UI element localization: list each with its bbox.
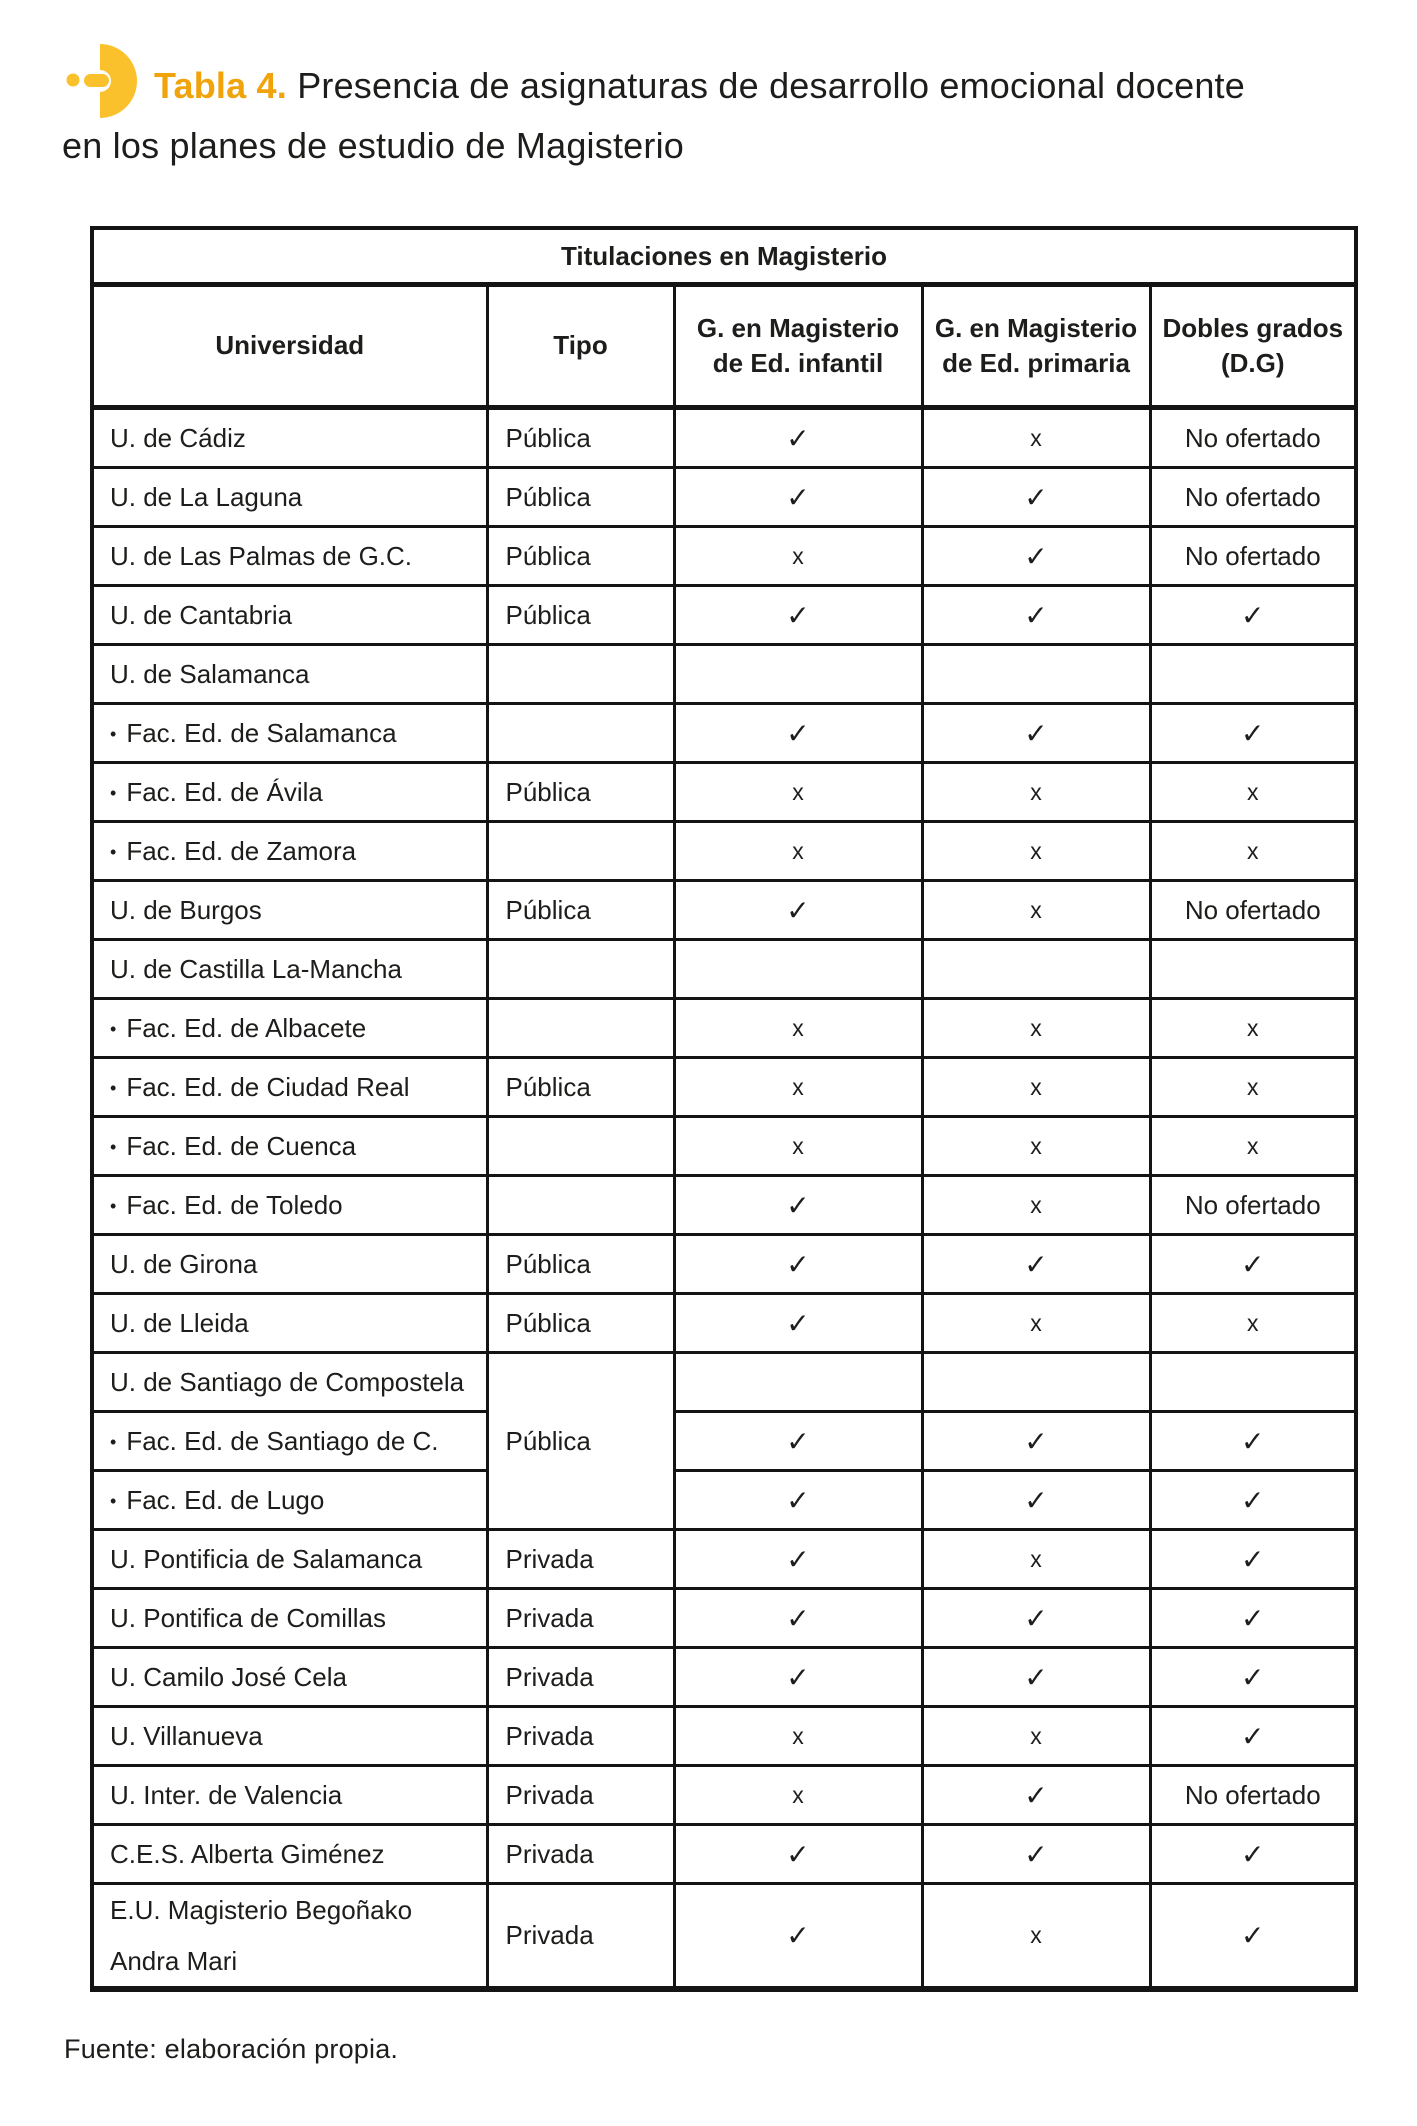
- cell-check-mark: ✓: [674, 1884, 922, 1990]
- cell-check-mark: ✓: [922, 1235, 1150, 1294]
- cell-value: No ofertado: [1150, 468, 1356, 527]
- col-header-line: de Ed. primaria: [942, 348, 1130, 378]
- cell-universidad: [92, 763, 487, 822]
- cell-universidad: [92, 940, 487, 999]
- cell-universidad: [92, 408, 487, 468]
- table-caption-text: Presencia de asignaturas de desarrollo emocional docente en los planes de estudio de Magisterio: [62, 65, 1245, 167]
- cell-tipo: Pública: [487, 586, 674, 645]
- universidad-label: Fac. Ed. de Zamora: [126, 835, 357, 866]
- bullet-icon: •: [110, 1195, 117, 1216]
- universidad-label: U. de Las Palmas de G.C.: [110, 540, 413, 571]
- bullet-icon: •: [110, 1136, 117, 1157]
- cell-tipo: Privada: [487, 1884, 674, 1990]
- universidad-label: Fac. Ed. de Ciudad Real: [126, 1071, 410, 1102]
- cell-universidad: [92, 1294, 487, 1353]
- universidad-label: U. de Burgos: [110, 894, 262, 925]
- universidad-label: U. Villanueva: [110, 1720, 263, 1751]
- cell-x-mark: x: [922, 822, 1150, 881]
- cell-check-mark: ✓: [922, 1648, 1150, 1707]
- cell-value: [674, 1353, 922, 1412]
- cell-tipo: Pública: [487, 881, 674, 940]
- table-caption: [62, 56, 1272, 177]
- cell-check-mark: ✓: [674, 881, 922, 940]
- cell-check-mark: ✓: [1150, 1412, 1356, 1471]
- bullet-icon: •: [110, 723, 117, 744]
- cell-value: [1150, 1353, 1356, 1412]
- cell-universidad: [92, 586, 487, 645]
- table-row: [92, 1058, 1356, 1117]
- cell-x-mark: x: [922, 999, 1150, 1058]
- cell-x-mark: x: [674, 763, 922, 822]
- cell-x-mark: x: [922, 1117, 1150, 1176]
- universidad-label: U. Pontifica de Comillas: [110, 1602, 386, 1633]
- cell-tipo: [487, 1117, 674, 1176]
- cell-check-mark: ✓: [922, 586, 1150, 645]
- cell-universidad: [92, 1117, 487, 1176]
- cell-universidad: [92, 645, 487, 704]
- table-group-header-row: [92, 228, 1356, 285]
- table-row: [92, 704, 1356, 763]
- bullet-icon: •: [110, 782, 117, 803]
- cell-check-mark: ✓: [674, 468, 922, 527]
- table-row: [92, 1530, 1356, 1589]
- cell-x-mark: x: [922, 1058, 1150, 1117]
- col-header-dobles-grados: [1150, 285, 1356, 408]
- cell-x-mark: x: [674, 999, 922, 1058]
- cell-check-mark: ✓: [1150, 1589, 1356, 1648]
- cell-tipo: Privada: [487, 1648, 674, 1707]
- cell-check-mark: ✓: [674, 586, 922, 645]
- col-header-line: (D.G): [1220, 348, 1285, 378]
- cell-x-mark: x: [922, 1707, 1150, 1766]
- table-row: [92, 408, 1356, 468]
- universidad-label: U. de Cádiz: [110, 422, 246, 453]
- universidad-label: Fac. Ed. de Salamanca: [126, 717, 397, 748]
- cell-tipo: [487, 999, 674, 1058]
- cell-check-mark: ✓: [674, 1530, 922, 1589]
- table-row: [92, 1766, 1356, 1825]
- cell-x-mark: x: [922, 1530, 1150, 1589]
- cell-tipo: Pública: [487, 1235, 674, 1294]
- table-row: [92, 1412, 1356, 1471]
- cell-universidad: [92, 1707, 487, 1766]
- cell-check-mark: ✓: [1150, 1235, 1356, 1294]
- table-row: [92, 1589, 1356, 1648]
- cell-x-mark: x: [674, 822, 922, 881]
- col-header-line: G. en Magisterio: [934, 312, 1138, 343]
- cell-value: [1150, 645, 1356, 704]
- table-group-header: Titulaciones en Magisterio: [92, 228, 1356, 285]
- cell-x-mark: x: [674, 1058, 922, 1117]
- cell-universidad: [92, 527, 487, 586]
- bullet-icon: •: [110, 841, 117, 862]
- cell-x-mark: x: [922, 763, 1150, 822]
- cell-tipo: Privada: [487, 1707, 674, 1766]
- col-header-line: Universidad: [215, 330, 365, 361]
- cell-x-mark: x: [1150, 1117, 1356, 1176]
- cell-universidad: [92, 1648, 487, 1707]
- universidad-label: E.U. Magisterio Begoñako Andra Mari: [110, 1895, 413, 1976]
- universidad-label: U. Camilo José Cela: [110, 1661, 347, 1692]
- cell-check-mark: ✓: [1150, 1471, 1356, 1530]
- cell-check-mark: ✓: [674, 1412, 922, 1471]
- table-row: [92, 1884, 1356, 1990]
- cell-universidad: [92, 1825, 487, 1884]
- cell-check-mark: ✓: [1150, 1825, 1356, 1884]
- table-row: [92, 586, 1356, 645]
- cell-universidad: [92, 704, 487, 763]
- table-row: [92, 822, 1356, 881]
- cell-check-mark: ✓: [1150, 1884, 1356, 1990]
- cell-universidad: [92, 1235, 487, 1294]
- cell-tipo: [487, 645, 674, 704]
- universidad-label: U. de Cantabria: [110, 599, 293, 630]
- table-body: [92, 408, 1356, 1990]
- table-column-header-row: [92, 285, 1356, 408]
- cell-value: No ofertado: [1150, 881, 1356, 940]
- cell-universidad: [92, 1589, 487, 1648]
- cell-universidad: [92, 1530, 487, 1589]
- cell-tipo: Privada: [487, 1530, 674, 1589]
- universidad-label: Fac. Ed. de Cuenca: [126, 1130, 357, 1161]
- cell-universidad: [92, 1176, 487, 1235]
- cell-x-mark: x: [674, 1766, 922, 1825]
- universidad-label: Fac. Ed. de Ávila: [126, 776, 323, 807]
- universidad-label: Fac. Ed. de Albacete: [126, 1012, 367, 1043]
- cell-tipo: Privada: [487, 1766, 674, 1825]
- cell-x-mark: x: [1150, 1294, 1356, 1353]
- cell-x-mark: x: [922, 408, 1150, 468]
- cell-x-mark: x: [674, 1117, 922, 1176]
- cell-check-mark: ✓: [922, 1471, 1150, 1530]
- table-row: [92, 1707, 1356, 1766]
- cell-check-mark: ✓: [674, 1235, 922, 1294]
- cell-tipo: Pública: [487, 1353, 674, 1530]
- source-note: Fuente: elaboración propia.: [64, 2034, 399, 2064]
- table-row: [92, 1648, 1356, 1707]
- universidad-label: U. de Salamanca: [110, 658, 310, 689]
- cell-tipo: [487, 704, 674, 763]
- cell-check-mark: ✓: [1150, 1530, 1356, 1589]
- table-row: [92, 999, 1356, 1058]
- cell-value: [922, 645, 1150, 704]
- cell-check-mark: ✓: [1150, 586, 1356, 645]
- cell-tipo: Pública: [487, 1058, 674, 1117]
- table-row: [92, 1176, 1356, 1235]
- cell-universidad: [92, 822, 487, 881]
- cell-value: [674, 940, 922, 999]
- col-header-tipo: [487, 285, 674, 408]
- cell-check-mark: ✓: [922, 1412, 1150, 1471]
- bullet-icon: •: [110, 1490, 117, 1511]
- col-header-line: G. en Magisterio: [696, 312, 900, 343]
- cell-x-mark: x: [922, 1176, 1150, 1235]
- universidad-label: U. Pontificia de Salamanca: [110, 1543, 423, 1574]
- cell-x-mark: x: [922, 1294, 1150, 1353]
- col-header-primaria: [922, 285, 1150, 408]
- universidad-label: C.E.S. Alberta Giménez: [110, 1838, 385, 1869]
- table-row: [92, 527, 1356, 586]
- cell-universidad: [92, 1353, 487, 1412]
- magisterio-table: [90, 226, 1358, 1992]
- cell-check-mark: ✓: [1150, 704, 1356, 763]
- cell-x-mark: x: [1150, 1058, 1356, 1117]
- cell-check-mark: ✓: [674, 1471, 922, 1530]
- cell-value: No ofertado: [1150, 1766, 1356, 1825]
- table-caption-label: Tabla 4.: [154, 65, 287, 106]
- cell-check-mark: ✓: [1150, 1648, 1356, 1707]
- universidad-label: Fac. Ed. de Toledo: [126, 1189, 343, 1220]
- table-row: [92, 1353, 1356, 1412]
- universidad-label: U. de La Laguna: [110, 481, 303, 512]
- table-row: [92, 645, 1356, 704]
- cell-x-mark: x: [922, 881, 1150, 940]
- universidad-label: U. Inter. de Valencia: [110, 1779, 343, 1810]
- cell-tipo: [487, 940, 674, 999]
- cell-tipo: Pública: [487, 1294, 674, 1353]
- cell-value: [1150, 940, 1356, 999]
- universidad-label: U. de Castilla La-Mancha: [110, 953, 402, 984]
- table-row: [92, 940, 1356, 999]
- col-header-infantil: [674, 285, 922, 408]
- table-row: [92, 1117, 1356, 1176]
- cell-check-mark: ✓: [922, 1825, 1150, 1884]
- cell-check-mark: ✓: [922, 1589, 1150, 1648]
- table-row: [92, 881, 1356, 940]
- table-row: [92, 1294, 1356, 1353]
- cell-check-mark: ✓: [674, 1589, 922, 1648]
- universidad-label: U. de Santiago de Compostela: [110, 1366, 465, 1397]
- cell-x-mark: x: [674, 1707, 922, 1766]
- cell-check-mark: ✓: [674, 1825, 922, 1884]
- bullet-icon: •: [110, 1077, 117, 1098]
- cell-check-mark: ✓: [1150, 1707, 1356, 1766]
- cell-universidad: [92, 468, 487, 527]
- cell-check-mark: ✓: [922, 704, 1150, 763]
- cell-check-mark: ✓: [922, 527, 1150, 586]
- col-header-line: de Ed. infantil: [712, 348, 884, 378]
- col-header-universidad: [92, 285, 487, 408]
- cell-tipo: Privada: [487, 1589, 674, 1648]
- cell-value: No ofertado: [1150, 527, 1356, 586]
- cell-value: No ofertado: [1150, 408, 1356, 468]
- cell-value: No ofertado: [1150, 1176, 1356, 1235]
- universidad-label: Fac. Ed. de Lugo: [126, 1484, 325, 1515]
- cell-tipo: [487, 1176, 674, 1235]
- table-row: [92, 468, 1356, 527]
- cell-universidad: [92, 1766, 487, 1825]
- universidad-label: U. de Girona: [110, 1248, 258, 1279]
- cell-tipo: [487, 822, 674, 881]
- cell-universidad: [92, 999, 487, 1058]
- cell-check-mark: ✓: [674, 1294, 922, 1353]
- table-row: [92, 1471, 1356, 1530]
- cell-universidad: [92, 1471, 487, 1530]
- table-row: [92, 1825, 1356, 1884]
- cell-tipo: Pública: [487, 527, 674, 586]
- cell-tipo: Pública: [487, 763, 674, 822]
- cell-value: [674, 645, 922, 704]
- universidad-label: Fac. Ed. de Santiago de C.: [126, 1425, 439, 1456]
- cell-x-mark: x: [1150, 999, 1356, 1058]
- cell-universidad: [92, 1058, 487, 1117]
- col-header-line: Tipo: [553, 330, 608, 361]
- cell-tipo: Pública: [487, 468, 674, 527]
- bullet-icon: •: [110, 1018, 117, 1039]
- cell-x-mark: x: [674, 527, 922, 586]
- cell-check-mark: ✓: [674, 1176, 922, 1235]
- cell-value: [922, 1353, 1150, 1412]
- col-header-line: Dobles grados: [1162, 312, 1344, 343]
- table-row: [92, 763, 1356, 822]
- cell-tipo: Privada: [487, 1825, 674, 1884]
- cell-x-mark: x: [1150, 763, 1356, 822]
- cell-check-mark: ✓: [674, 408, 922, 468]
- cell-check-mark: ✓: [674, 1648, 922, 1707]
- cell-value: [922, 940, 1150, 999]
- table-row: [92, 1235, 1356, 1294]
- cell-x-mark: x: [1150, 822, 1356, 881]
- bullet-icon: •: [110, 1431, 117, 1452]
- universidad-label: U. de Lleida: [110, 1307, 249, 1338]
- cell-x-mark: x: [922, 1884, 1150, 1990]
- cell-tipo: Pública: [487, 408, 674, 468]
- cell-universidad: [92, 1412, 487, 1471]
- cell-check-mark: ✓: [674, 704, 922, 763]
- cell-universidad: [92, 881, 487, 940]
- cell-universidad: [92, 1884, 487, 1990]
- cell-check-mark: ✓: [922, 1766, 1150, 1825]
- cell-check-mark: ✓: [922, 468, 1150, 527]
